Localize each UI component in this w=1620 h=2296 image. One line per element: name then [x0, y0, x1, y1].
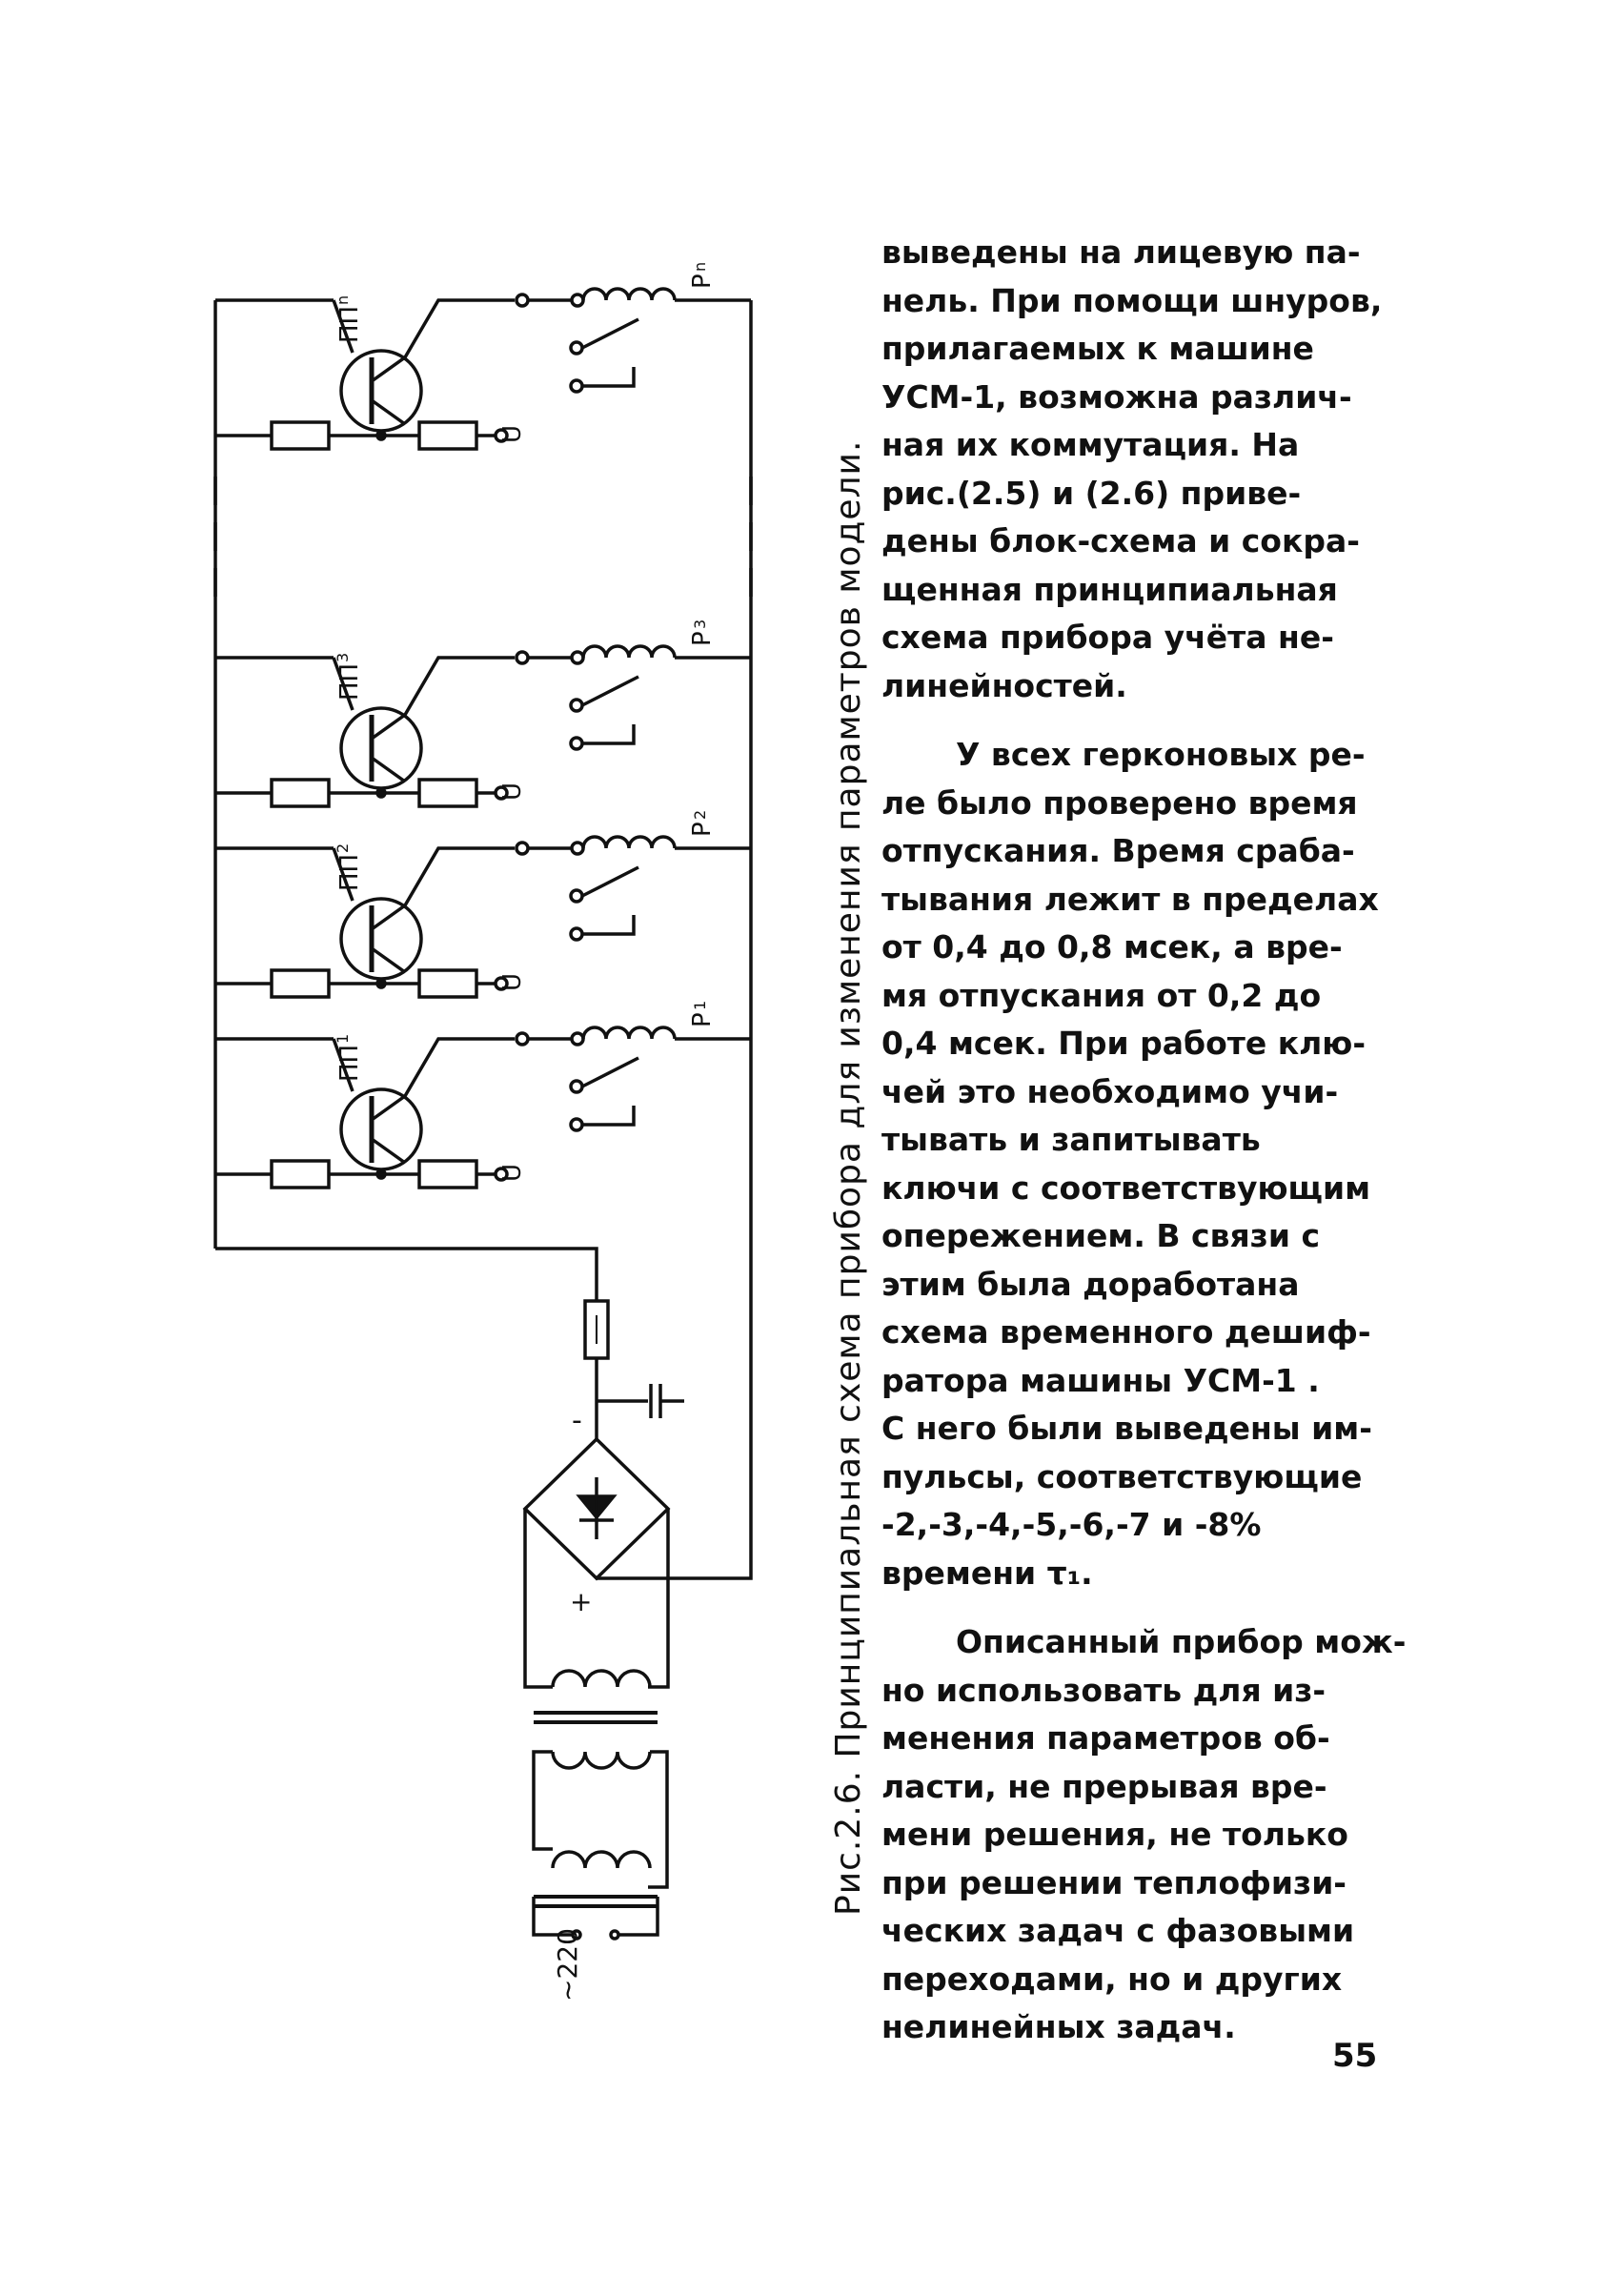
svg-text:1: 1 [691, 1000, 709, 1010]
text-line: от 0,4 до 0,8 мсек, а вре- [881, 928, 1343, 965]
text-line: -2,-3,-4,-5,-6,-7 и -8% [881, 1506, 1262, 1543]
rectifier-minus-label: - [572, 1404, 582, 1437]
rectifier-output-wire [597, 1573, 751, 1578]
svg-text:n: n [691, 261, 709, 272]
text-line: ная их коммутация. На [881, 426, 1300, 463]
relay-label: P [688, 631, 717, 646]
input-label: U [498, 424, 527, 443]
mains-transformer [553, 1852, 650, 1868]
bus-to-fuse-wire [215, 1249, 597, 1301]
resistor [272, 780, 329, 806]
paragraph-1 [881, 229, 1415, 710]
text-line: схема временного дешиф- [881, 1313, 1371, 1351]
text-line: ратора машины УСМ-1 . [881, 1361, 1320, 1399]
text-line: прилагаемых к машине [881, 330, 1314, 367]
relay-coil [583, 289, 675, 300]
resistor [272, 970, 329, 997]
stage-2 [215, 810, 751, 997]
text-line: мени решения, не только [881, 1816, 1348, 1853]
text-line: тывать и запитывать [881, 1121, 1261, 1158]
text-line: этим была доработана [881, 1265, 1300, 1303]
transistor-symbol [341, 708, 421, 788]
relay-label: P [688, 822, 717, 837]
paragraph-2 [881, 731, 1415, 1597]
text-line: переходами, но и других [881, 1960, 1343, 1998]
svg-text:3: 3 [334, 652, 352, 662]
svg-text:2: 2 [691, 809, 709, 820]
transistor-label: ПП [335, 853, 364, 891]
text-line: С него были выведены им- [881, 1410, 1372, 1447]
paragraph-3 [881, 1618, 1415, 2052]
transistor-label: ПП [335, 1044, 364, 1082]
text-line: менения параметров об- [881, 1719, 1330, 1757]
text-line: опережением. В связи с [881, 1217, 1321, 1254]
stage-1 [215, 1001, 751, 1188]
text-line: схема прибора учёта не- [881, 619, 1334, 656]
text-line: пульсы, соответствующие [881, 1457, 1363, 1495]
resistor [419, 1161, 476, 1188]
text-line: выведены на лицевую па- [881, 234, 1361, 271]
text-line: щенная принципиальная [881, 570, 1338, 608]
text-line: но использовать для из- [881, 1671, 1326, 1709]
body-text [881, 229, 1415, 2052]
svg-text:1: 1 [334, 1033, 352, 1044]
figure-caption: Рис.2.6. Принципиальная схема прибора для изменения параметров модели. [829, 439, 868, 1916]
stage-3 [215, 620, 751, 806]
circuit-diagram [172, 210, 781, 2001]
transistor-symbol [341, 1089, 421, 1169]
relay-coil [583, 1027, 675, 1039]
text-line: тывания лежит в пределах [881, 880, 1379, 918]
transistor-symbol [341, 351, 421, 431]
resistor [419, 970, 476, 997]
text-line: УСМ-1, возможна различ- [881, 377, 1352, 416]
resistor [272, 1161, 329, 1188]
transistor-symbol [341, 899, 421, 979]
text-line: времени τ₁. [881, 1554, 1093, 1592]
transformer-secondary [553, 1671, 650, 1687]
svg-text:3: 3 [691, 619, 709, 629]
input-label: U [498, 782, 527, 801]
text-line: 0,4 мсек. При работе клю- [881, 1025, 1367, 1062]
mains-label: ~220 [552, 1928, 583, 2001]
text-line: мя отпускания от 0,2 до [881, 976, 1322, 1014]
text-line: линейностей. [881, 666, 1127, 704]
transistor-label: ПП [335, 662, 364, 701]
text-line: чей это необходимо учи- [881, 1072, 1339, 1110]
transformer-primary [553, 1752, 650, 1768]
text-line: отпускания. Время сраба- [881, 832, 1355, 869]
text-line: дены блок-схема и сокра- [881, 522, 1360, 559]
text-line: нель. При помощи шнуров, [881, 281, 1383, 319]
relay-coil [583, 837, 675, 848]
text-line: Описанный прибор мож- [956, 1623, 1407, 1660]
rectifier-plus-label: + [570, 1586, 593, 1617]
transistor-label: ПП [335, 305, 364, 343]
svg-text:2: 2 [334, 843, 352, 853]
page-number: 55 [1332, 2037, 1378, 2075]
relay-label: P [688, 274, 717, 289]
text-line: рис.(2.5) и (2.6) приве- [881, 474, 1302, 512]
text-line: У всех герконовых ре- [956, 736, 1366, 773]
text-line: ческих задач с фазовыми [881, 1912, 1355, 1949]
text-line: нелинейных задач. [881, 2008, 1236, 2045]
resistor [419, 422, 476, 449]
relay-coil [583, 646, 675, 658]
relay-label: P [688, 1012, 717, 1027]
text-line: ле было проверено время [881, 783, 1358, 822]
resistor [272, 422, 329, 449]
svg-text:n: n [334, 295, 352, 305]
stage-n [215, 262, 751, 449]
text-line: ласти, не прерывая вре- [881, 1767, 1327, 1805]
input-label: U [498, 972, 527, 991]
text-line: ключи с соответствующим [881, 1168, 1371, 1207]
input-label: U [498, 1163, 527, 1182]
text-line: при решении теплофизи- [881, 1863, 1347, 1901]
resistor [419, 780, 476, 806]
